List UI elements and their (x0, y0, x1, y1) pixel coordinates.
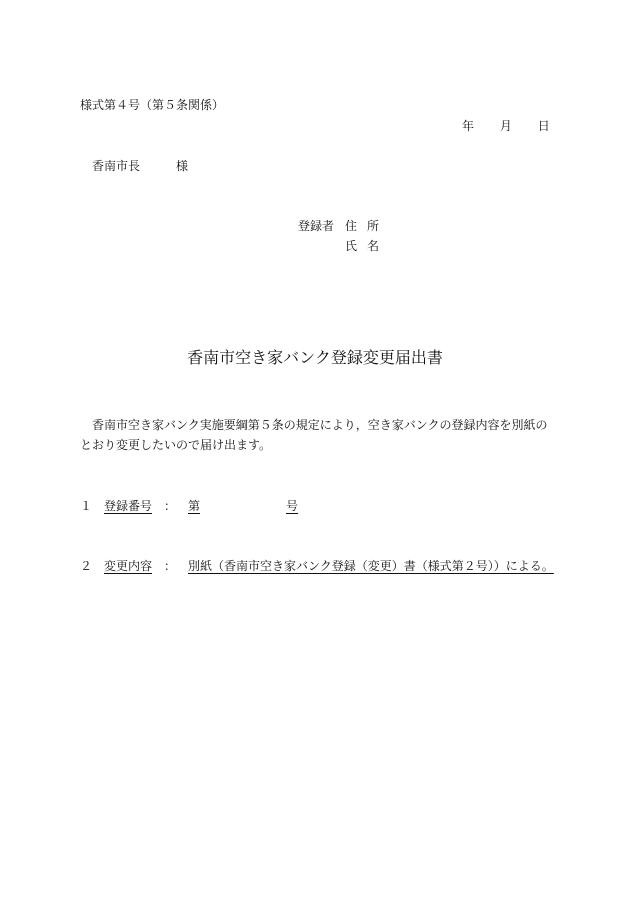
document-title: 香南市空き家バンク登録変更届出書 (187, 348, 443, 367)
item-underlined-line (104, 559, 554, 573)
item-colon: ： (164, 559, 177, 573)
addressee-honorific: 様 (176, 159, 189, 173)
date-year-label: 年 (462, 119, 475, 133)
item-number: ２ (80, 559, 93, 573)
addressee (92, 157, 188, 174)
date-day-label: 日 (537, 119, 550, 133)
item-label: 変更内容 (104, 559, 153, 573)
form-number: 様式第４号（第５条関係） (80, 98, 225, 112)
item-underlined-line (104, 499, 298, 513)
item-suffix: 号 (286, 499, 299, 513)
item-value: 別紙（香南市空き家バンク登録（変更）書（様式第２号））による。 (188, 559, 554, 573)
date-month-label: 月 (499, 119, 512, 133)
registrant-name-label: 氏名 (345, 239, 390, 253)
body-paragraph: 香南市空き家バンク実施要綱第５条の規定により，空き家バンクの登録内容を別紙のとおり変更したいので届け出ます。 (80, 418, 548, 452)
item-prefix: 第 (188, 499, 201, 513)
item-registration-number (80, 497, 298, 514)
registrant-label: 登録者 (298, 219, 335, 233)
item-colon: ： (164, 499, 177, 513)
addressee-name: 香南市長 (92, 159, 141, 173)
registrant-address-label: 住所 (345, 219, 390, 233)
item-number: １ (80, 499, 93, 513)
item-change-content (80, 557, 554, 574)
blank-field (200, 499, 286, 513)
item-label: 登録番号 (104, 499, 153, 513)
date-line (462, 117, 550, 134)
